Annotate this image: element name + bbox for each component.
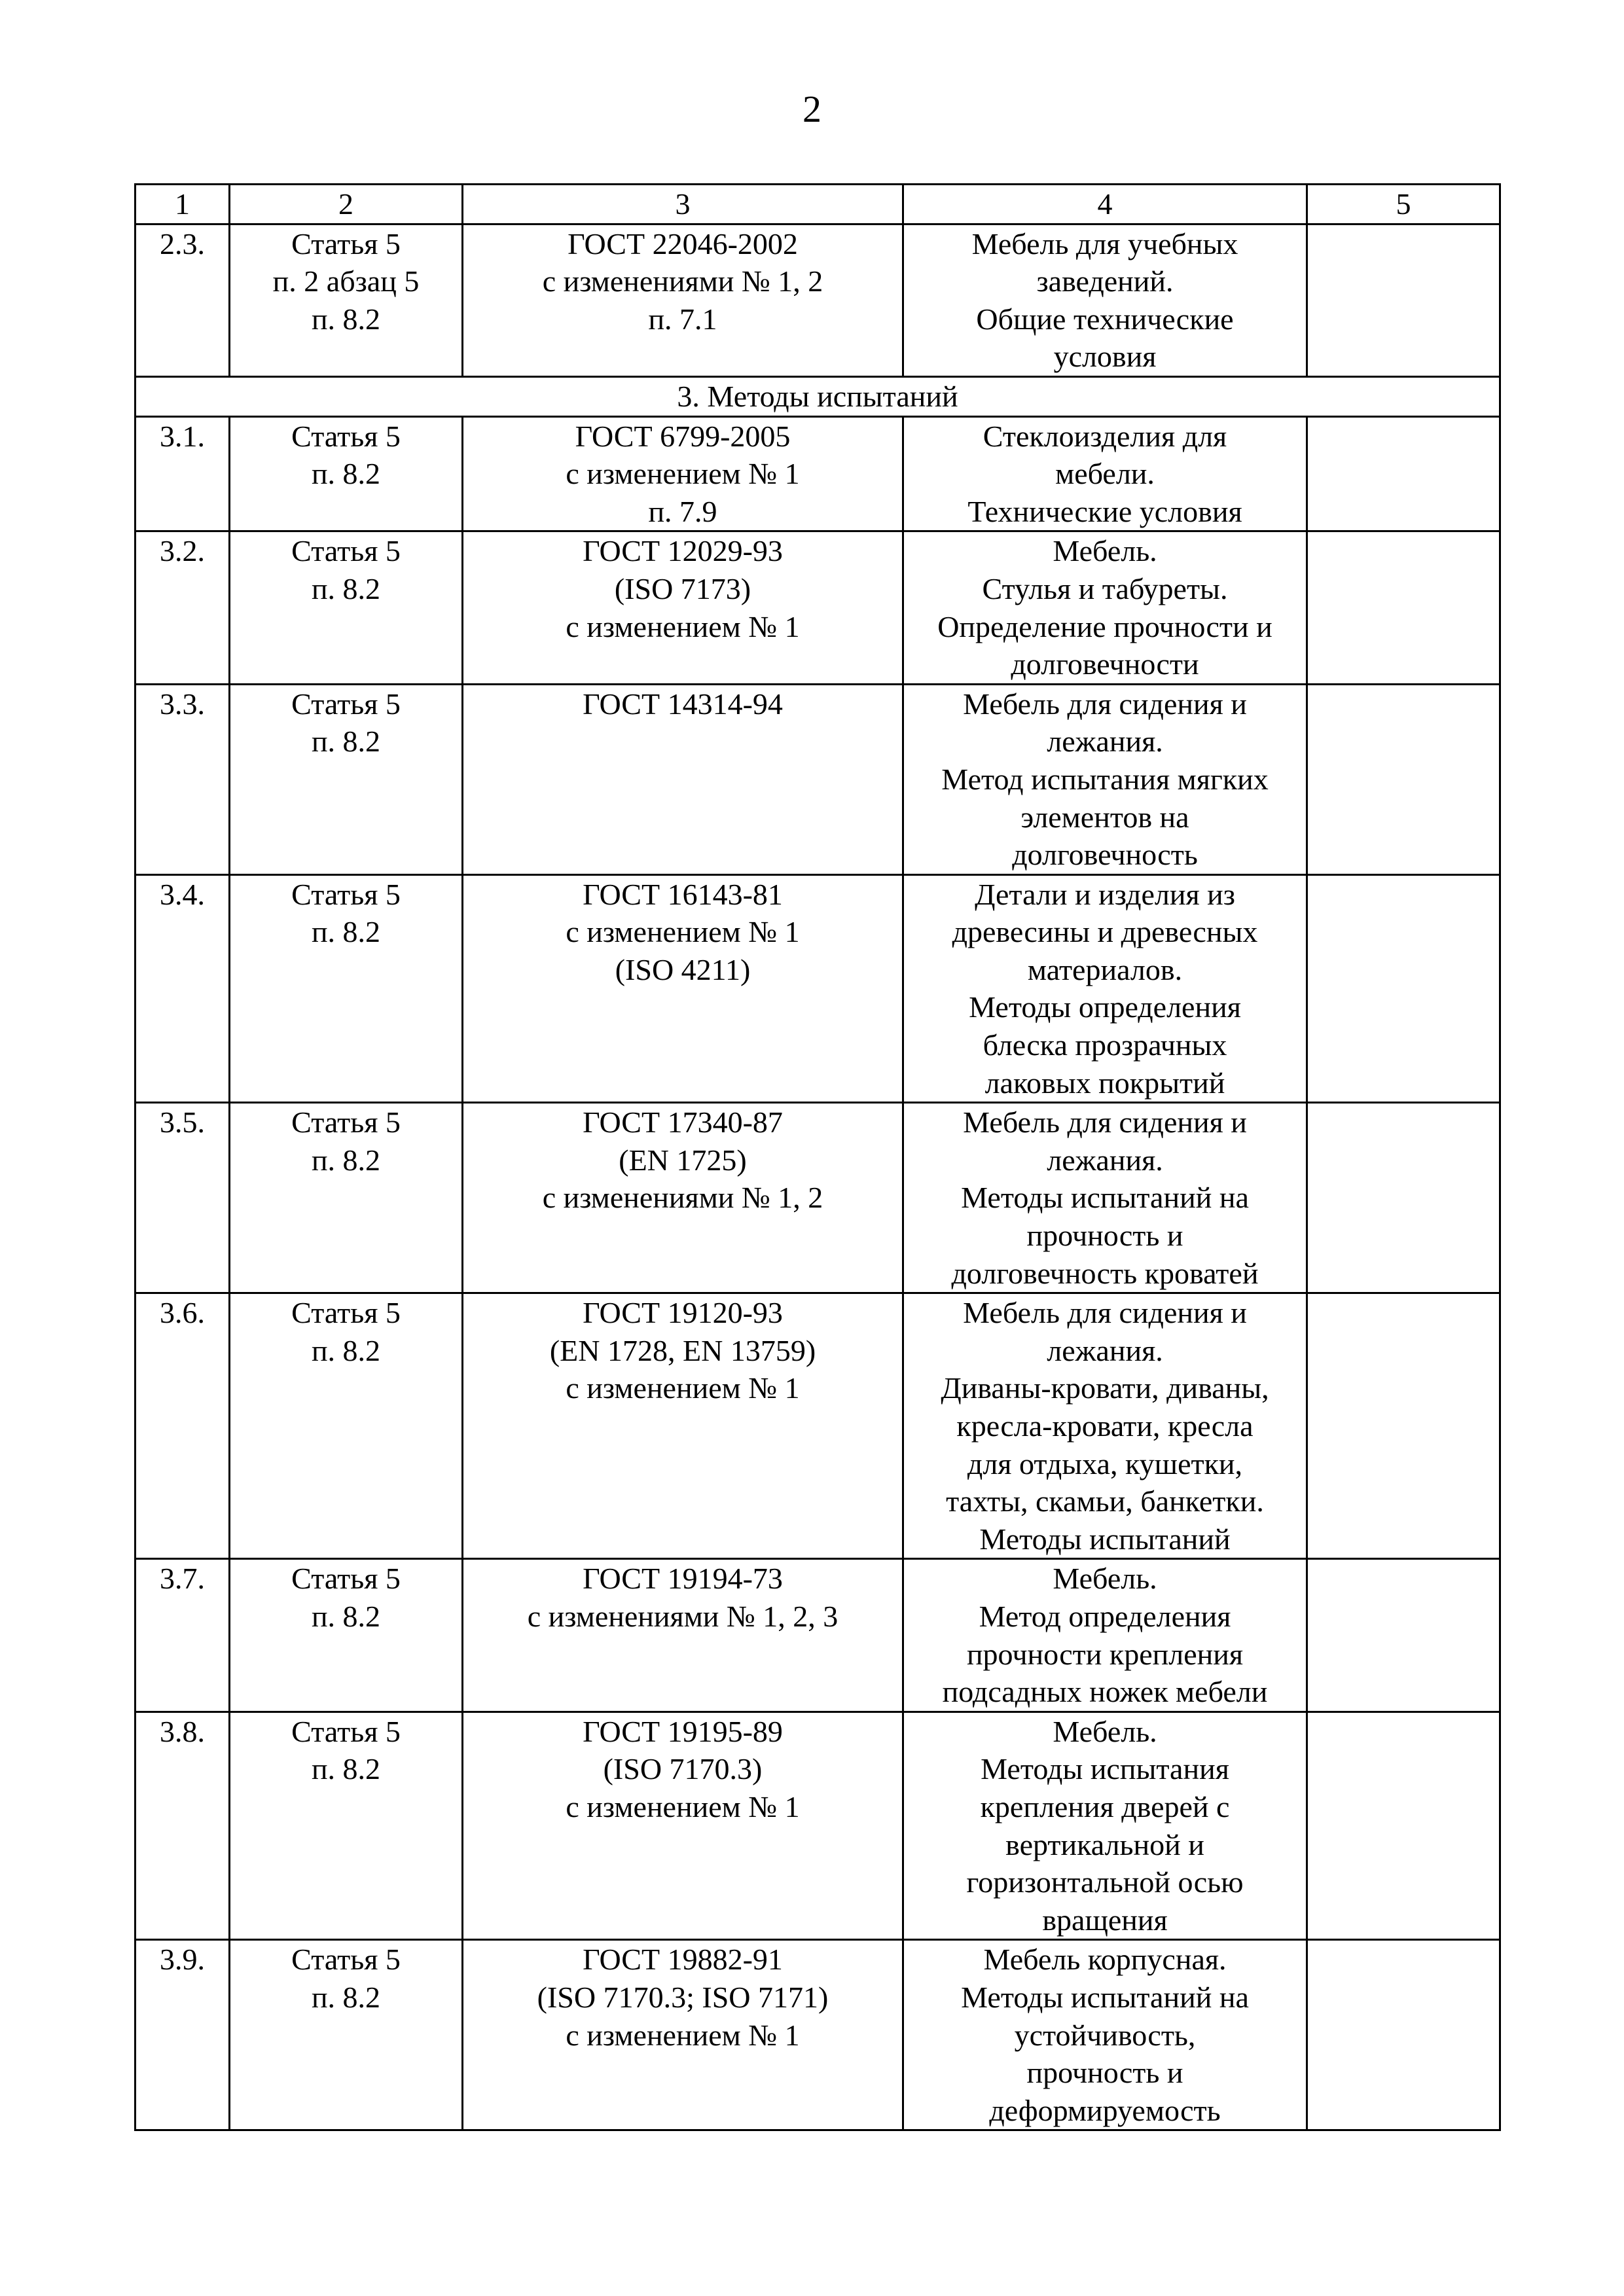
title-cell-line: подсадных ножек мебели bbox=[942, 1675, 1268, 1709]
article-cell-line: п. 8.2 bbox=[311, 457, 381, 491]
standard-cell bbox=[463, 1103, 903, 1293]
standard-cell-line: ГОСТ 22046-2002 bbox=[568, 226, 798, 260]
title-cell-line: лаковых покрытий bbox=[984, 1066, 1225, 1100]
title-cell-line: Метод испытания мягких bbox=[941, 762, 1269, 796]
standard-cell-line: с изменениями № 1, 2, 3 bbox=[527, 1599, 839, 1633]
table-row bbox=[135, 1940, 1500, 2130]
item-number-cell: 3.1. bbox=[135, 416, 230, 531]
title-cell-line: Мебель. bbox=[1053, 534, 1157, 568]
article-cell-line: п. 8.2 bbox=[311, 725, 381, 759]
article-cell-line: п. 8.2 bbox=[311, 1143, 381, 1177]
standard-cell-line: ГОСТ 19882-91 bbox=[583, 1943, 783, 1977]
page-number: 2 bbox=[803, 88, 821, 130]
title-cell-line: лежания. bbox=[1047, 1143, 1163, 1177]
note-cell bbox=[1307, 224, 1500, 376]
standard-cell-line: с изменениями № 1, 2 bbox=[542, 1181, 823, 1215]
title-cell-line: мебели. bbox=[1055, 457, 1155, 491]
article-cell bbox=[230, 531, 463, 684]
article-cell-line: п. 8.2 bbox=[311, 1599, 381, 1633]
article-cell-line: Статья 5 bbox=[291, 1105, 401, 1139]
article-cell-line: Статья 5 bbox=[291, 1714, 401, 1748]
item-number-cell: 3.6. bbox=[135, 1293, 230, 1559]
title-cell bbox=[903, 1559, 1307, 1712]
title-cell-line: Методы испытаний на bbox=[961, 1980, 1249, 2014]
standard-cell-line: п. 7.9 bbox=[648, 494, 717, 528]
standard-cell-line: ГОСТ 16143-81 bbox=[583, 877, 783, 911]
article-cell bbox=[230, 874, 463, 1103]
item-number-cell: 3.4. bbox=[135, 874, 230, 1103]
standard-cell bbox=[463, 531, 903, 684]
note-cell bbox=[1307, 1559, 1500, 1712]
standard-cell bbox=[463, 1559, 903, 1712]
article-cell-line: Статья 5 bbox=[291, 1943, 401, 1977]
title-cell-line: долговечность кроватей bbox=[951, 1256, 1259, 1290]
standard-cell bbox=[463, 224, 903, 376]
article-cell-line: п. 8.2 bbox=[311, 1333, 381, 1367]
column-number-cell: 1 bbox=[135, 185, 230, 224]
title-cell-line: крепления дверей с bbox=[980, 1789, 1230, 1823]
title-cell-line: древесины и древесных bbox=[952, 915, 1258, 949]
item-number-cell: 3.8. bbox=[135, 1712, 230, 1940]
column-number-cell: 2 bbox=[230, 185, 463, 224]
title-cell bbox=[903, 224, 1307, 376]
article-cell bbox=[230, 1293, 463, 1559]
title-cell bbox=[903, 1103, 1307, 1293]
title-cell-line: Методы определения bbox=[969, 990, 1241, 1024]
standard-cell-line: с изменением № 1 bbox=[566, 1789, 800, 1823]
title-cell-line: вращения bbox=[1042, 1903, 1168, 1937]
standard-cell-line: с изменением № 1 bbox=[566, 1371, 800, 1405]
title-cell-line: тахты, скамьи, банкетки. bbox=[946, 1484, 1264, 1518]
title-cell-line: Мебель. bbox=[1053, 1714, 1157, 1748]
note-cell bbox=[1307, 874, 1500, 1103]
standard-cell bbox=[463, 1293, 903, 1559]
article-cell-line: Статья 5 bbox=[291, 687, 401, 721]
item-number-cell: 3.3. bbox=[135, 684, 230, 874]
table-row bbox=[135, 1559, 1500, 1712]
standard-cell-line: ГОСТ 19120-93 bbox=[583, 1296, 783, 1330]
title-cell-line: Технические условия bbox=[967, 494, 1242, 528]
title-cell-line: элементов на bbox=[1020, 800, 1189, 834]
note-cell bbox=[1307, 684, 1500, 874]
table-row bbox=[135, 1712, 1500, 1940]
title-cell-line: кресла-кровати, кресла bbox=[956, 1409, 1254, 1443]
item-number-cell: 3.2. bbox=[135, 531, 230, 684]
title-cell-line: Общие технические bbox=[976, 302, 1234, 336]
standard-cell-line: (ISO 7170.3) bbox=[603, 1752, 763, 1786]
title-cell-line: Стулья и табуреты. bbox=[982, 571, 1228, 605]
standard-cell-line: с изменением № 1 bbox=[566, 2018, 800, 2052]
title-cell-line: Методы испытания bbox=[981, 1752, 1229, 1786]
standard-cell-line: ГОСТ 14314-94 bbox=[583, 687, 783, 721]
title-cell-line: Метод определения bbox=[979, 1599, 1231, 1633]
article-cell bbox=[230, 684, 463, 874]
article-cell bbox=[230, 1103, 463, 1293]
article-cell bbox=[230, 1559, 463, 1712]
column-number-cell: 4 bbox=[903, 185, 1307, 224]
standard-cell-line: с изменением № 1 bbox=[566, 609, 800, 643]
note-cell bbox=[1307, 1940, 1500, 2130]
article-cell-line: Статья 5 bbox=[291, 1562, 401, 1596]
title-cell bbox=[903, 1293, 1307, 1559]
note-cell bbox=[1307, 531, 1500, 684]
standard-cell-line: ГОСТ 19194-73 bbox=[583, 1562, 783, 1596]
title-cell-line: Мебель для сидения и bbox=[963, 1296, 1247, 1330]
note-cell bbox=[1307, 1293, 1500, 1559]
table-row bbox=[135, 1293, 1500, 1559]
title-cell bbox=[903, 874, 1307, 1103]
section-title: 3. Методы испытаний bbox=[135, 376, 1500, 416]
article-cell-line: п. 8.2 bbox=[311, 1980, 381, 2014]
table-row bbox=[135, 416, 1500, 531]
title-cell-line: долговечность bbox=[1012, 838, 1198, 872]
article-cell-line: п. 8.2 bbox=[311, 302, 381, 336]
table-row bbox=[135, 684, 1500, 874]
standard-cell-line: п. 7.1 bbox=[648, 302, 717, 336]
standard-cell-line: с изменением № 1 bbox=[566, 457, 800, 491]
title-cell-line: Мебель для учебных bbox=[971, 226, 1238, 260]
title-cell-line: Определение прочности и bbox=[937, 609, 1272, 643]
title-cell bbox=[903, 684, 1307, 874]
table-row bbox=[135, 874, 1500, 1103]
column-number-cell: 3 bbox=[463, 185, 903, 224]
article-cell-line: Статья 5 bbox=[291, 1296, 401, 1330]
standard-cell-line: (ISO 7170.3; ISO 7171) bbox=[537, 1980, 829, 2014]
article-cell-line: п. 2 абзац 5 bbox=[272, 264, 420, 298]
item-number-cell: 3.7. bbox=[135, 1559, 230, 1712]
standard-cell-line: (EN 1728, EN 13759) bbox=[549, 1333, 816, 1367]
title-cell-line: условия bbox=[1053, 340, 1157, 374]
title-cell-line: долговечности bbox=[1011, 647, 1199, 681]
title-cell-line: Стеклоизделия для bbox=[983, 419, 1227, 453]
title-cell bbox=[903, 1712, 1307, 1940]
item-number-cell: 3.5. bbox=[135, 1103, 230, 1293]
title-cell bbox=[903, 1940, 1307, 2130]
standard-cell-line: ГОСТ 19195-89 bbox=[583, 1714, 783, 1748]
title-cell-line: для отдыха, кушетки, bbox=[967, 1446, 1243, 1480]
standard-cell-line: с изменением № 1 bbox=[566, 915, 800, 949]
item-number-cell: 2.3. bbox=[135, 224, 230, 376]
standard-cell-line: с изменениями № 1, 2 bbox=[542, 264, 823, 298]
title-cell-line: блеска прозрачных bbox=[983, 1028, 1227, 1062]
article-cell bbox=[230, 224, 463, 376]
article-cell-line: п. 8.2 bbox=[311, 915, 381, 949]
article-cell-line: п. 8.2 bbox=[311, 571, 381, 605]
article-cell bbox=[230, 1712, 463, 1940]
title-cell-line: прочности крепления bbox=[966, 1637, 1244, 1671]
article-cell-line: Статья 5 bbox=[291, 226, 401, 260]
column-number-cell: 5 bbox=[1307, 185, 1500, 224]
article-cell-line: Статья 5 bbox=[291, 534, 401, 568]
article-cell bbox=[230, 1940, 463, 2130]
standard-cell bbox=[463, 874, 903, 1103]
standard-cell-line: (ISO 4211) bbox=[615, 952, 751, 986]
title-cell-line: вертикальной и bbox=[1005, 1827, 1204, 1861]
article-cell-line: Статья 5 bbox=[291, 877, 401, 911]
section-row bbox=[135, 376, 1500, 416]
standard-cell bbox=[463, 684, 903, 874]
title-cell bbox=[903, 416, 1307, 531]
title-cell-line: лежания. bbox=[1047, 725, 1163, 759]
standard-cell-line: ГОСТ 17340-87 bbox=[583, 1105, 783, 1139]
title-cell bbox=[903, 531, 1307, 684]
title-cell-line: Методы испытаний на bbox=[961, 1181, 1249, 1215]
article-cell bbox=[230, 416, 463, 531]
title-cell-line: прочность и bbox=[1026, 1219, 1183, 1253]
title-cell-line: заведений. bbox=[1036, 264, 1174, 298]
title-cell-line: Диваны-кровати, диваны, bbox=[941, 1371, 1269, 1405]
note-cell bbox=[1307, 1712, 1500, 1940]
standard-cell bbox=[463, 1712, 903, 1940]
title-cell-line: материалов. bbox=[1027, 952, 1183, 986]
standard-cell-line: ГОСТ 6799-2005 bbox=[575, 419, 791, 453]
title-cell-line: Детали и изделия из bbox=[975, 877, 1235, 911]
item-number-cell: 3.9. bbox=[135, 1940, 230, 2130]
title-cell-line: лежания. bbox=[1047, 1333, 1163, 1367]
standard-cell-line: ГОСТ 12029-93 bbox=[583, 534, 783, 568]
article-cell-line: Статья 5 bbox=[291, 419, 401, 453]
title-cell-line: горизонтальной осью bbox=[966, 1865, 1244, 1899]
standard-cell-line: (EN 1725) bbox=[619, 1143, 747, 1177]
table-row bbox=[135, 531, 1500, 684]
standards-table-body bbox=[135, 185, 1500, 2130]
title-cell-line: Мебель для сидения и bbox=[963, 687, 1247, 721]
title-cell-line: прочность и bbox=[1026, 2056, 1183, 2090]
title-cell-line: Мебель корпусная. bbox=[983, 1943, 1227, 1977]
standard-cell-line: (ISO 7173) bbox=[614, 571, 751, 605]
article-cell-line: п. 8.2 bbox=[311, 1752, 381, 1786]
note-cell bbox=[1307, 1103, 1500, 1293]
standards-table bbox=[134, 183, 1501, 2131]
column-number-row bbox=[135, 185, 1500, 224]
title-cell-line: деформируемость bbox=[989, 2093, 1221, 2127]
title-cell-line: Методы испытаний bbox=[979, 1522, 1231, 1556]
title-cell-line: Мебель для сидения и bbox=[963, 1105, 1247, 1139]
title-cell-line: устойчивость, bbox=[1014, 2018, 1196, 2052]
standard-cell bbox=[463, 416, 903, 531]
standard-cell bbox=[463, 1940, 903, 2130]
table-row bbox=[135, 1103, 1500, 1293]
title-cell-line: Мебель. bbox=[1053, 1562, 1157, 1596]
table-row bbox=[135, 224, 1500, 376]
note-cell bbox=[1307, 416, 1500, 531]
